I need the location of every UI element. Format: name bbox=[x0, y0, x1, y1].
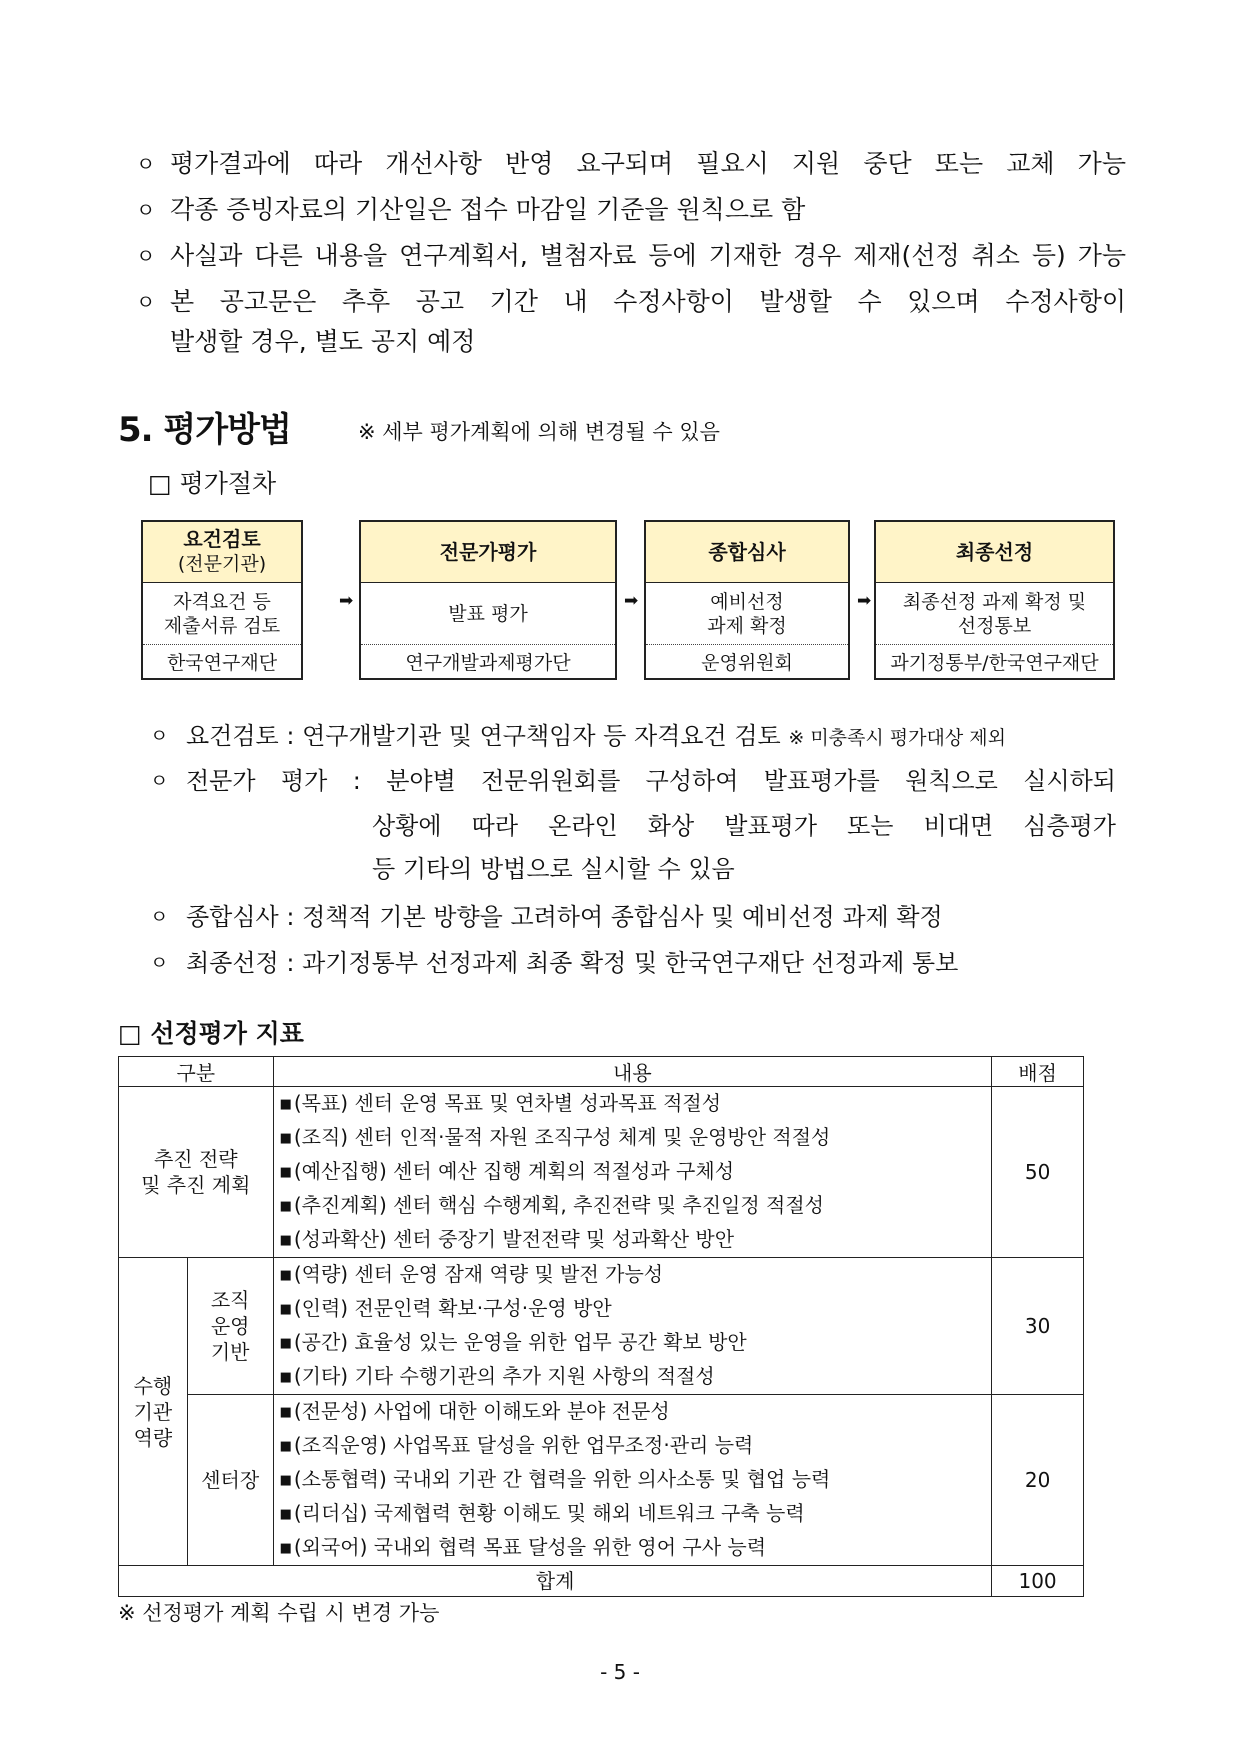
criteria-item: (공간) 효율성 있는 운영을 위한 업무 공간 확보 방안 bbox=[293, 1330, 747, 1354]
square-bullet-icon: ■ bbox=[279, 1302, 292, 1317]
square-bullet-icon: ■ bbox=[279, 1370, 292, 1385]
flow-step-agency: 한국연구재단 bbox=[143, 644, 301, 678]
arrow-right-icon: ➡ bbox=[339, 591, 354, 611]
process-item bbox=[150, 896, 1110, 938]
square-bullet-icon: ■ bbox=[279, 1541, 292, 1556]
category-capacity bbox=[119, 1258, 188, 1566]
total-label: 합계 bbox=[119, 1566, 992, 1597]
bullet-text: 사실과 다른 내용을 연구계획서, 별첨자료 등에 기재한 경우 제재(선정 취소 등) 가능 bbox=[170, 241, 1126, 270]
square-bullet-icon: ■ bbox=[279, 1199, 292, 1214]
bullet-item bbox=[136, 190, 1126, 230]
flow-step-subtitle: (전문기관) bbox=[177, 553, 267, 575]
criteria-item: (예산집행) 센터 예산 집행 계획의 적절성과 구체성 bbox=[293, 1159, 735, 1183]
criteria-item: (기타) 기타 수행기관의 추가 지원 사항의 적절성 bbox=[293, 1364, 715, 1388]
square-bullet-icon: ■ bbox=[279, 1405, 292, 1420]
flow-step-agency: 연구개발과제평가단 bbox=[361, 644, 615, 678]
flow-step-body-line: 예비선정 bbox=[710, 591, 784, 613]
flow-step-requirements bbox=[141, 520, 303, 680]
criteria-item: (추진계획) 센터 핵심 수행계획, 추진전략 및 추진일정 적절성 bbox=[293, 1193, 825, 1217]
criteria-item: (역량) 센터 운영 잠재 역량 및 발전 가능성 bbox=[293, 1262, 664, 1286]
criteria-item: (전문성) 사업에 대한 이해도와 분야 전문성 bbox=[293, 1399, 670, 1423]
header-content: 내용 bbox=[273, 1057, 992, 1087]
criteria-list bbox=[273, 1258, 992, 1395]
score-cell: 20 bbox=[992, 1395, 1084, 1566]
criteria-list bbox=[273, 1087, 992, 1258]
bullet-marker: ㅇ bbox=[136, 244, 156, 268]
square-bullet-icon: ■ bbox=[279, 1233, 292, 1248]
header-category: 구분 bbox=[119, 1057, 274, 1087]
bullet-text: 평가결과에 따라 개선사항 반영 요구되며 필요시 지원 중단 또는 교체 가능 bbox=[170, 149, 1126, 178]
footnote: ※ 선정평가 계획 수립 시 변경 가능 bbox=[118, 1601, 440, 1625]
table-row bbox=[119, 1395, 1084, 1566]
flow-step-title: 전문가평가 bbox=[439, 539, 537, 564]
subcategory-label: 운영 bbox=[210, 1314, 250, 1338]
bullet-marker: ㅇ bbox=[150, 906, 169, 928]
arrow-right-icon: ➡ bbox=[624, 591, 639, 611]
flow-step-head bbox=[143, 522, 301, 583]
score-cell: 50 bbox=[992, 1087, 1084, 1258]
process-item bbox=[150, 715, 1110, 759]
flow-step-body-line: 자격요건 등 bbox=[173, 591, 271, 613]
section-note: ※ 세부 평가계획에 의해 변경될 수 있음 bbox=[358, 420, 720, 444]
criteria-item: (소통협력) 국내외 기관 간 협력을 위한 의사소통 및 협업 능력 bbox=[293, 1467, 831, 1491]
square-bullet-icon: ■ bbox=[279, 1131, 292, 1146]
category-label: 추진 전략 bbox=[153, 1147, 238, 1171]
bullet-marker: ㅇ bbox=[136, 290, 156, 314]
process-item bbox=[150, 942, 1110, 984]
criteria-item: (조직운영) 사업목표 달성을 위한 업무조정·관리 능력 bbox=[293, 1433, 754, 1457]
flow-step-body-line: 발표 평가 bbox=[448, 603, 528, 625]
category-label: 수행 bbox=[133, 1373, 173, 1398]
page-number: - 5 - bbox=[600, 1660, 640, 1684]
criteria-item: (인력) 전문인력 확보·구성·운영 방안 bbox=[293, 1296, 612, 1320]
flow-step-title: 최종선정 bbox=[955, 539, 1034, 564]
flow-step-head bbox=[876, 522, 1113, 583]
table-header-row bbox=[119, 1057, 1084, 1087]
bullet-text: 발생할 경우, 별도 공지 예정 bbox=[170, 327, 476, 356]
flow-step-agency: 운영위원회 bbox=[646, 644, 848, 678]
criteria-heading: □ 선정평가 지표 bbox=[118, 1019, 304, 1048]
criteria-table bbox=[118, 1056, 1084, 1597]
bullet-marker: ㅇ bbox=[136, 152, 156, 176]
flow-step-title: 요건검토 bbox=[183, 527, 261, 551]
bullet-text: 각종 증빙자료의 기산일은 접수 마감일 기준을 원칙으로 함 bbox=[170, 195, 806, 224]
flow-step-body-line: 제출서류 검토 bbox=[163, 615, 281, 637]
flow-step-agency: 과기정통부/한국연구재단 bbox=[876, 644, 1113, 678]
flow-step-body bbox=[876, 582, 1113, 646]
procedure-heading: □ 평가절차 bbox=[148, 469, 277, 498]
score-cell: 30 bbox=[992, 1258, 1084, 1395]
category-label: 기관 bbox=[133, 1399, 173, 1424]
square-bullet-icon: ■ bbox=[279, 1473, 292, 1488]
bullet-marker: ㅇ bbox=[136, 198, 156, 222]
section-title: 5. 평가방법 bbox=[118, 410, 291, 450]
criteria-item: (성과확산) 센터 중장기 발전전략 및 성과확산 방안 bbox=[293, 1227, 735, 1251]
square-bullet-icon: ■ bbox=[279, 1507, 292, 1522]
flow-step-review bbox=[644, 520, 850, 680]
arrow-right-icon: ➡ bbox=[857, 591, 872, 611]
subcategory-label: 기반 bbox=[210, 1340, 250, 1364]
bullet-continuation bbox=[136, 322, 1126, 362]
criteria-item: (조직) 센터 인적·물적 자원 조직구성 체계 및 운영방안 적절성 bbox=[293, 1125, 831, 1149]
square-bullet-icon: ■ bbox=[279, 1097, 292, 1112]
bullet-text: 본 공고문은 추후 공고 기간 내 수정사항이 발생할 수 있으며 수정사항이 bbox=[170, 287, 1126, 316]
flow-step-head bbox=[361, 522, 615, 583]
subcategory-director: 센터장 bbox=[187, 1395, 273, 1566]
criteria-list bbox=[273, 1395, 992, 1566]
subcategory-organization bbox=[187, 1258, 273, 1395]
flow-step-body-line: 최종선정 과제 확정 및 bbox=[902, 591, 1087, 613]
category-strategy bbox=[119, 1087, 274, 1258]
process-text: 전문가 평가 : 분야별 전문위원회를 구성하여 발표평가를 원칙으로 실시하되 bbox=[186, 767, 1116, 795]
square-bullet-icon: ■ bbox=[279, 1439, 292, 1454]
subcategory-label: 조직 bbox=[210, 1288, 250, 1312]
flow-step-head bbox=[646, 522, 848, 583]
table-total-row bbox=[119, 1566, 1084, 1597]
bullet-item bbox=[136, 144, 1126, 184]
bullet-item bbox=[136, 236, 1126, 276]
flow-step-body bbox=[646, 582, 848, 646]
flow-step-body bbox=[361, 582, 615, 646]
square-bullet-icon: ■ bbox=[279, 1165, 292, 1180]
bullet-marker: ㅇ bbox=[150, 952, 169, 974]
process-text: 최종선정 : 과기정통부 선정과제 최종 확정 및 한국연구재단 선정과제 통보 bbox=[186, 949, 959, 977]
flow-step-title: 종합심사 bbox=[708, 539, 786, 564]
total-score: 100 bbox=[992, 1566, 1084, 1597]
header-score: 배점 bbox=[992, 1057, 1084, 1087]
bullet-marker: ㅇ bbox=[150, 770, 169, 792]
process-text: 요건검토 : 연구개발기관 및 연구책임자 등 자격요건 검토 bbox=[186, 722, 781, 750]
flow-step-expert bbox=[359, 520, 617, 680]
bullet-item bbox=[136, 282, 1126, 322]
process-continuation bbox=[372, 848, 735, 890]
flow-step-body-line: 선정통보 bbox=[957, 615, 1032, 637]
process-continuation bbox=[372, 805, 1116, 847]
process-text: 상황에 따라 온라인 화상 발표평가 또는 비대면 심층평가 bbox=[372, 812, 1116, 840]
flow-step-body-line: 과제 확정 bbox=[707, 615, 787, 637]
table-row bbox=[119, 1258, 1084, 1395]
category-label: 및 추진 계획 bbox=[141, 1173, 251, 1197]
square-bullet-icon: ■ bbox=[279, 1268, 292, 1283]
criteria-item: (목표) 센터 운영 목표 및 연차별 성과목표 적절성 bbox=[293, 1091, 722, 1115]
table-row bbox=[119, 1087, 1084, 1258]
process-note: ※ 미충족시 평가대상 제외 bbox=[788, 727, 1006, 749]
bullet-marker: ㅇ bbox=[150, 725, 169, 747]
process-text: 종합심사 : 정책적 기본 방향을 고려하여 종합심사 및 예비선정 과제 확정 bbox=[186, 903, 943, 931]
criteria-item: (리더십) 국제협력 현황 이해도 및 해외 네트워크 구축 능력 bbox=[293, 1501, 805, 1525]
process-item bbox=[150, 760, 1116, 802]
square-bullet-icon: ■ bbox=[279, 1336, 292, 1351]
flow-step-body bbox=[143, 582, 301, 646]
flow-step-final bbox=[874, 520, 1115, 680]
process-text: 등 기타의 방법으로 실시할 수 있음 bbox=[372, 855, 735, 883]
criteria-item: (외국어) 국내외 협력 목표 달성을 위한 영어 구사 능력 bbox=[293, 1535, 767, 1559]
category-label: 역량 bbox=[133, 1425, 173, 1450]
